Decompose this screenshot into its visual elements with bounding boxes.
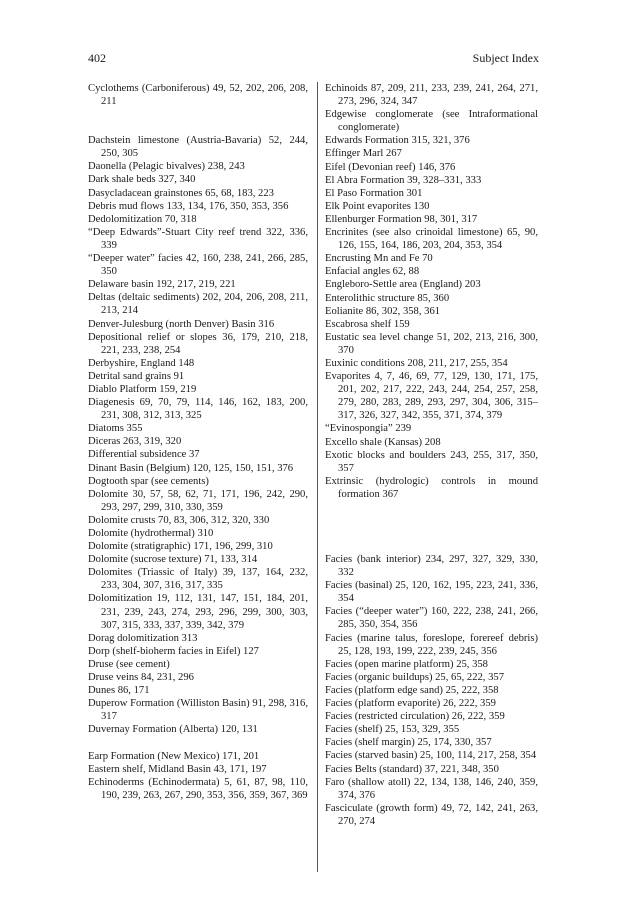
letter-gap bbox=[88, 737, 308, 750]
index-entry: Euxinic conditions 208, 211, 217, 255, 354 bbox=[325, 357, 508, 369]
index-entry: Dorag dolomitization 313 bbox=[88, 632, 198, 644]
index-entry: Facies (organic buildups) 25, 65, 222, 357 bbox=[325, 671, 504, 683]
index-entry: Delaware basin 192, 217, 219, 221 bbox=[88, 279, 236, 291]
index-entry: Denver-Julesburg (north Denver) Basin 316 bbox=[88, 318, 275, 330]
index-entry: Edwards Formation 315, 321, 376 bbox=[325, 135, 470, 147]
index-entry: Eolianite 86, 302, 358, 361 bbox=[325, 305, 441, 317]
index-entry: Eastern shelf, Midland Basin 43, 171, 197 bbox=[88, 763, 267, 775]
index-entry: Elk Point evaporites 130 bbox=[325, 200, 430, 212]
index-entry: Druse veins 84, 231, 296 bbox=[88, 672, 194, 684]
index-entry: Dinant Basin (Belgium) 120, 125, 150, 151, 376 bbox=[88, 462, 294, 474]
index-entry: Extrinsic (hydrologic) controls in mound formation 367 bbox=[325, 475, 538, 500]
running-title: Subject Index bbox=[472, 51, 539, 65]
index-entry: Eustatic sea level change 51, 202, 213, 216, 300, 370 bbox=[325, 331, 538, 356]
index-entry: Encrusting Mn and Fe 70 bbox=[325, 253, 433, 265]
index-entry: Derbyshire, England 148 bbox=[88, 357, 195, 369]
index-entry: Dolomites (Triassic of Italy) 39, 137, 164, 232, 233, 304, 307, 316, 317, 335 bbox=[88, 567, 308, 592]
index-entry: Encrinites (see also crinoidal limestone) 65, 90, 126, 155, 164, 186, 203, 204, 353, 354 bbox=[325, 227, 538, 252]
index-entry: Facies (platform edge sand) 25, 222, 358 bbox=[325, 684, 499, 696]
index-entry: “Evinospongia” 239 bbox=[325, 423, 412, 435]
index-entry: Enterolithic structure 85, 360 bbox=[325, 292, 450, 304]
index-column-left bbox=[88, 82, 308, 802]
index-entry: Dolomite 30, 57, 58, 62, 71, 171, 196, 242, 290, 293, 297, 299, 310, 330, 359 bbox=[88, 488, 308, 513]
index-entry: Fasciculate (growth form) 49, 72, 142, 241, 263, 270, 274 bbox=[325, 802, 538, 827]
index-entry: Earp Formation (New Mexico) 171, 201 bbox=[88, 750, 260, 762]
index-entry: Facies (shelf) 25, 153, 329, 355 bbox=[325, 724, 460, 736]
index-entry: Dachstein limestone (Austria-Bavaria) 52, 244, 250, 305 bbox=[88, 135, 308, 160]
index-entry: Echinoderms (Echinodermata) 5, 61, 87, 98, 110, 190, 239, 263, 267, 290, 353, 356, 359, 367, 369 bbox=[88, 776, 308, 801]
index-entry: Facies (shelf margin) 25, 174, 330, 357 bbox=[325, 737, 492, 749]
index-entry: Facies (restricted circulation) 26, 222, 359 bbox=[325, 711, 505, 723]
index-entry: Dolomite (hydrothermal) 310 bbox=[88, 528, 214, 539]
index-entry: Echinoids 87, 209, 211, 233, 239, 241, 264, 271, 273, 296, 324, 347 bbox=[325, 83, 538, 108]
index-column-right bbox=[325, 82, 538, 828]
index-entry: Facies (bank interior) 234, 297, 327, 329, 330, 332 bbox=[325, 554, 538, 579]
index-entry: Facies Belts (standard) 37, 221, 348, 350 bbox=[325, 763, 499, 775]
index-entry: Dedolomitization 70, 318 bbox=[88, 213, 197, 225]
column-divider bbox=[317, 82, 318, 872]
index-entry: Depositional relief or slopes 36, 179, 210, 218, 221, 233, 238, 254 bbox=[88, 331, 308, 356]
index-entry: Facies (basinal) 25, 120, 162, 195, 223, 241, 336, 354 bbox=[325, 580, 538, 605]
index-entry: Ellenburger Formation 98, 301, 317 bbox=[325, 213, 478, 225]
index-entry: “Deeper water” facies 42, 160, 238, 241, 266, 285, 350 bbox=[88, 253, 308, 278]
index-entry: Diagenesis 69, 70, 79, 114, 146, 162, 183, 200, 231, 308, 312, 313, 325 bbox=[88, 397, 308, 422]
index-entry: Diatoms 355 bbox=[88, 423, 143, 435]
index-entry: Dasycladacean grainstones 65, 68, 183, 223 bbox=[88, 187, 274, 199]
letter-gap bbox=[325, 501, 538, 553]
index-entry: Differential subsidence 37 bbox=[88, 449, 200, 461]
index-entry: Effinger Marl 267 bbox=[325, 148, 402, 160]
index-entry: Facies (marine talus, foreslope, forereef debris) 25, 128, 193, 199, 222, 239, 245, 356 bbox=[325, 632, 538, 657]
index-entry: Duperow Formation (Williston Basin) 91, 298, 316, 317 bbox=[88, 698, 308, 723]
index-entry: Debris mud flows 133, 134, 176, 350, 353, 356 bbox=[88, 200, 289, 212]
letter-gap bbox=[88, 108, 308, 134]
index-entry: Dolomite crusts 70, 83, 306, 312, 320, 330 bbox=[88, 514, 270, 526]
index-entry: Dunes 86, 171 bbox=[88, 685, 150, 697]
index-entry: Dark shale beds 327, 340 bbox=[88, 174, 196, 186]
index-entry: Dolomite (stratigraphic) 171, 196, 299, 310 bbox=[88, 541, 273, 553]
index-entry: Diablo Platform 159, 219 bbox=[88, 383, 197, 395]
index-entry: Facies (platform evaporite) 26, 222, 359 bbox=[325, 698, 496, 710]
index-entry: Edgewise conglomerate (see Intraformational conglomerate) bbox=[325, 109, 538, 134]
index-entry: El Paso Formation 301 bbox=[325, 187, 423, 199]
index-entry: Dorp (shelf-bioherm facies in Eifel) 127 bbox=[88, 645, 259, 657]
index-entry: Escabrosa shelf 159 bbox=[325, 318, 410, 330]
index-entry: Druse (see cement) bbox=[88, 658, 170, 670]
index-entry: Dolomitization 19, 112, 131, 147, 151, 184, 201, 231, 239, 243, 274, 293, 296, 299, 300, 303, 307, 315, 333, 337, 339, 342, 379 bbox=[88, 593, 308, 631]
index-entry: Engleboro-Settle area (England) 203 bbox=[325, 279, 481, 291]
index-entry: “Deep Edwards”-Stuart City reef trend 322, 336, 339 bbox=[88, 226, 308, 251]
page-number: 402 bbox=[88, 51, 106, 65]
index-entry: Exotic blocks and boulders 243, 255, 317, 350, 357 bbox=[325, 449, 538, 474]
index-entry: Enfacial angles 62, 88 bbox=[325, 266, 420, 278]
index-entry: Facies (open marine platform) 25, 358 bbox=[325, 658, 488, 670]
index-entry: Cyclothems (Carboniferous) 49, 52, 202, 206, 208, 211 bbox=[88, 83, 308, 108]
index-entry: Deltas (deltaic sediments) 202, 204, 206, 208, 211, 213, 214 bbox=[88, 292, 308, 317]
index-entry: El Abra Formation 39, 328–331, 333 bbox=[325, 174, 482, 186]
index-entry: Dolomite (sucrose texture) 71, 133, 314 bbox=[88, 554, 258, 566]
index-entry: Evaporites 4, 7, 46, 69, 77, 129, 130, 171, 175, 201, 202, 217, 222, 243, 244, 254, 257, 258, 279, 280, 283, 289, 293, 297, 304, 306, 315–317, 326, 327, 342, 355, 371, 374, 379 bbox=[325, 371, 538, 422]
index-entry: Duvernay Formation (Alberta) 120, 131 bbox=[88, 724, 258, 736]
index-entry: Dogtooth spar (see cements) bbox=[88, 475, 209, 487]
index-entry: Eifel (Devonian reef) 146, 376 bbox=[325, 161, 456, 173]
index-entry: Excello shale (Kansas) 208 bbox=[325, 436, 441, 448]
index-entry: Detrital sand grains 91 bbox=[88, 370, 185, 382]
index-entry: Diceras 263, 319, 320 bbox=[88, 436, 182, 448]
index-entry: Facies (starved basin) 25, 100, 114, 217, 258, 354 bbox=[325, 750, 537, 762]
index-entry: Faro (shallow atoll) 22, 134, 138, 146, 240, 359, 374, 376 bbox=[325, 776, 538, 801]
index-entry: Facies (“deeper water”) 160, 222, 238, 241, 266, 285, 350, 354, 356 bbox=[325, 606, 538, 631]
index-entry: Daonella (Pelagic bivalves) 238, 243 bbox=[88, 161, 245, 173]
